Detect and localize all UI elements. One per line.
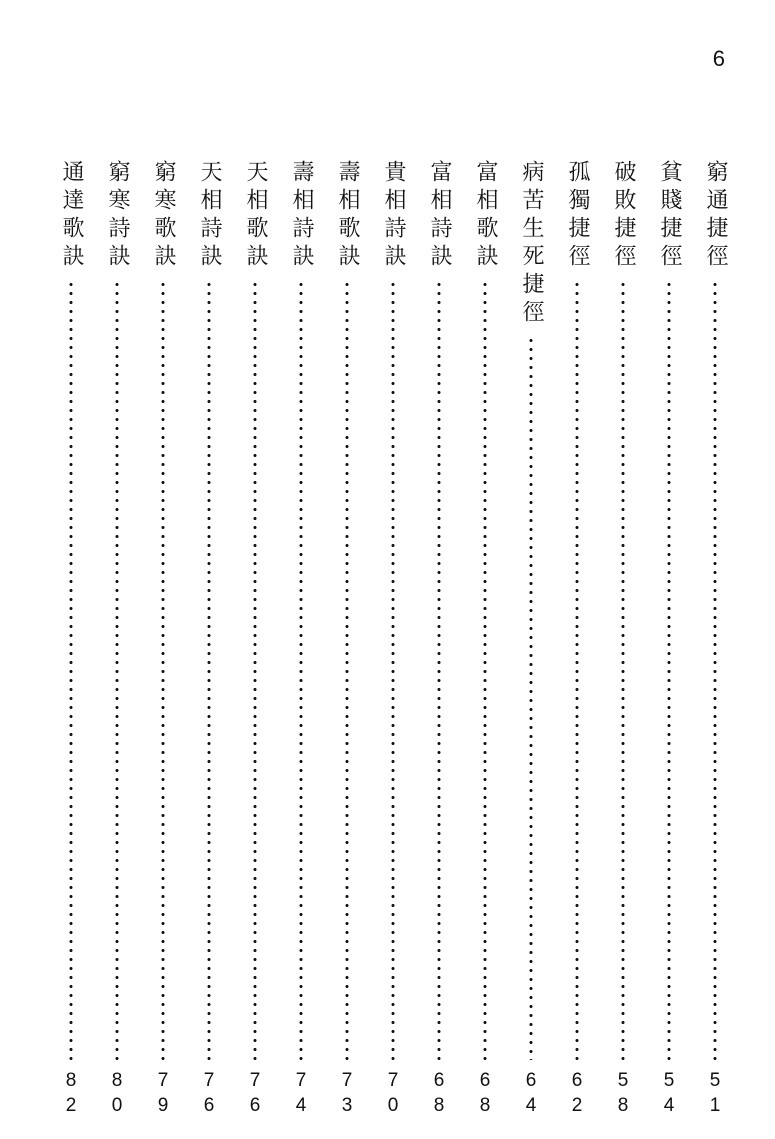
toc-entry xyxy=(603,160,643,1120)
toc-entry xyxy=(419,160,459,1120)
toc-entry-title: 壽相歌訣 xyxy=(335,160,360,272)
table-of-contents xyxy=(55,160,735,1120)
toc-entry-title: 天相詩訣 xyxy=(197,160,222,272)
toc-entry-page: 79 xyxy=(152,1070,174,1120)
toc-entry xyxy=(511,160,551,1120)
dot-leader xyxy=(483,280,487,1060)
dot-leader xyxy=(207,280,211,1060)
toc-entry-title: 富相詩訣 xyxy=(427,160,452,272)
toc-entry xyxy=(281,160,321,1120)
toc-entry xyxy=(373,160,413,1120)
toc-entry-page: 70 xyxy=(382,1070,404,1120)
toc-entry xyxy=(51,160,91,1120)
dot-leader xyxy=(667,280,671,1060)
toc-entry-page: 51 xyxy=(704,1070,726,1120)
toc-entry xyxy=(143,160,183,1120)
toc-entry-title: 病苦生死捷徑 xyxy=(519,160,544,328)
toc-entry-page: 80 xyxy=(106,1070,128,1120)
toc-entry xyxy=(649,160,689,1120)
toc-entry-page: 62 xyxy=(566,1070,588,1120)
dot-leader xyxy=(161,280,165,1060)
dot-leader xyxy=(437,280,441,1060)
toc-entry-page: 76 xyxy=(198,1070,220,1120)
toc-entry-title: 窮通捷徑 xyxy=(703,160,728,272)
dot-leader xyxy=(529,336,533,1060)
dot-leader xyxy=(391,280,395,1060)
toc-entry-title: 窮寒詩訣 xyxy=(105,160,130,272)
toc-entry-title: 貧賤捷徑 xyxy=(657,160,682,272)
toc-entry-page: 76 xyxy=(244,1070,266,1120)
dot-leader xyxy=(253,280,257,1060)
dot-leader xyxy=(621,280,625,1060)
toc-entry-title: 壽相詩訣 xyxy=(289,160,314,272)
toc-entry-page: 58 xyxy=(612,1070,634,1120)
page-number: 6 xyxy=(712,46,725,71)
toc-entry-title: 破敗捷徑 xyxy=(611,160,636,272)
toc-entry-page: 82 xyxy=(60,1070,82,1120)
dot-leader xyxy=(575,280,579,1060)
toc-entry-title: 通達歌訣 xyxy=(59,160,84,272)
dot-leader xyxy=(345,280,349,1060)
toc-entry xyxy=(557,160,597,1120)
toc-entry-title: 富相歌訣 xyxy=(473,160,498,272)
toc-entry xyxy=(97,160,137,1120)
toc-entry-title: 天相歌訣 xyxy=(243,160,268,272)
dot-leader xyxy=(115,280,119,1060)
toc-entry xyxy=(695,160,735,1120)
dot-leader xyxy=(69,280,73,1060)
toc-entry-page: 68 xyxy=(474,1070,496,1120)
toc-entry-page: 73 xyxy=(336,1070,358,1120)
toc-entry xyxy=(189,160,229,1120)
toc-entry xyxy=(327,160,367,1120)
toc-entry-title: 貴相詩訣 xyxy=(381,160,406,272)
toc-entry-title: 孤獨捷徑 xyxy=(565,160,590,272)
toc-entry xyxy=(235,160,275,1120)
toc-entry xyxy=(465,160,505,1120)
toc-entry-title: 窮寒歌訣 xyxy=(151,160,176,272)
toc-entry-page: 74 xyxy=(290,1070,312,1120)
toc-entry-page: 68 xyxy=(428,1070,450,1120)
dot-leader xyxy=(299,280,303,1060)
toc-entry-page: 64 xyxy=(520,1070,542,1120)
toc-entry-page: 54 xyxy=(658,1070,680,1120)
dot-leader xyxy=(713,280,717,1060)
